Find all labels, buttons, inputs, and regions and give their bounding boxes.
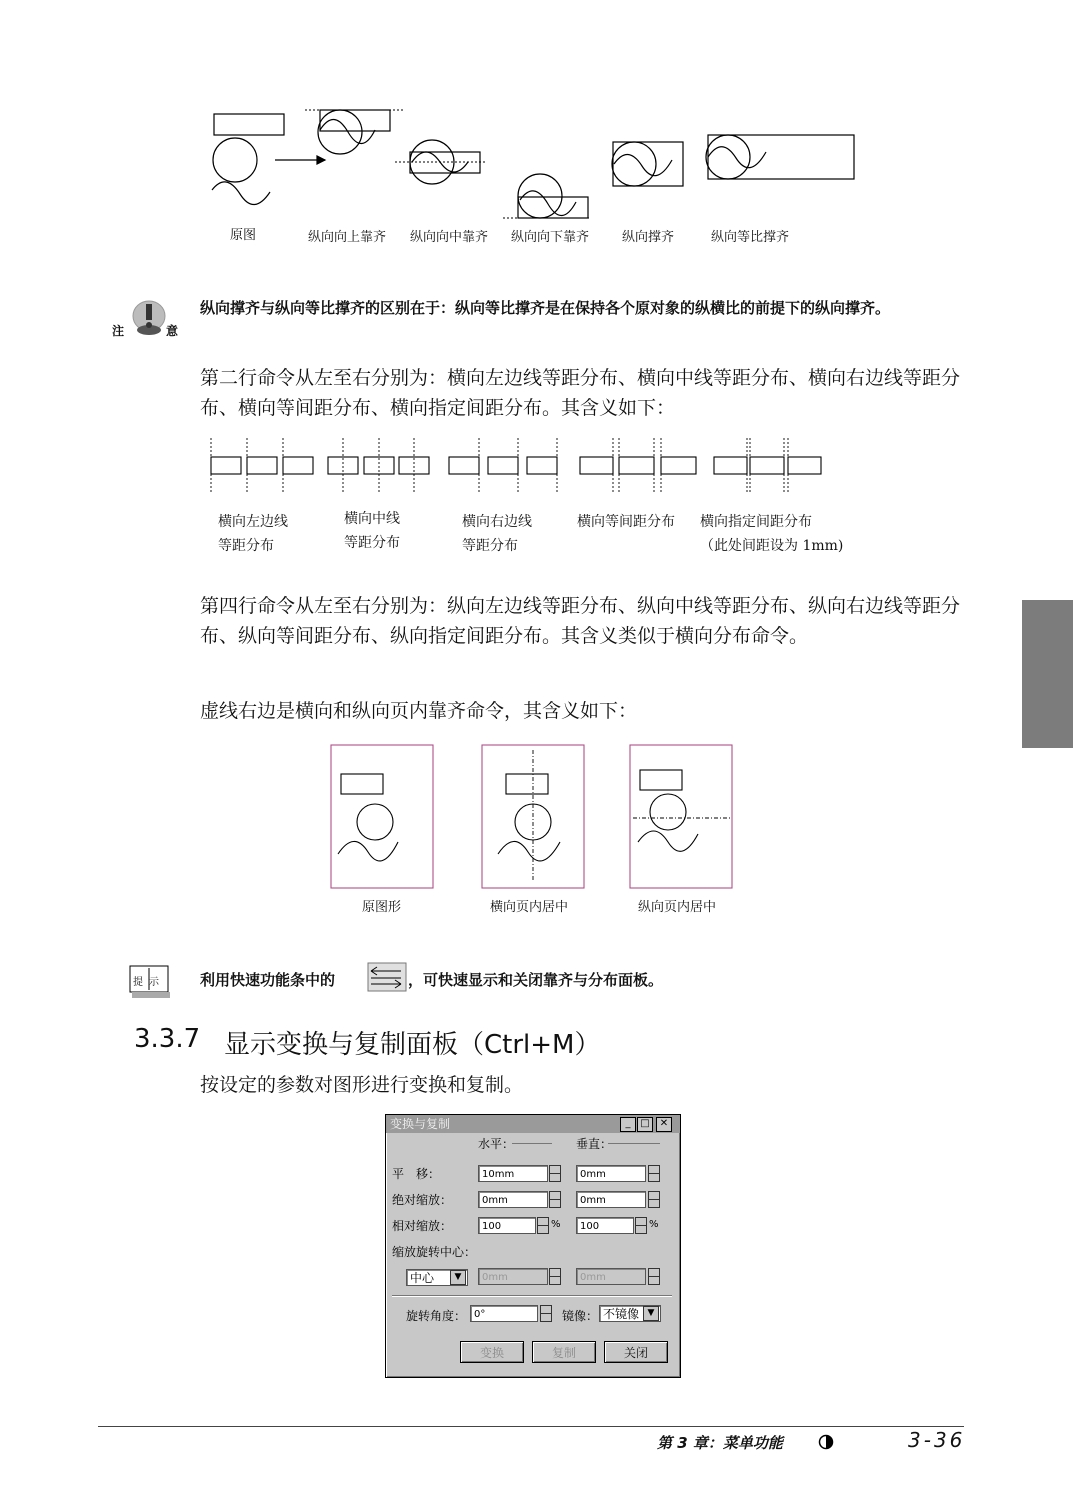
absolute-scale-h-input[interactable]: 0mm xyxy=(478,1191,548,1208)
maximize-button[interactable]: □ xyxy=(637,1117,653,1132)
paragraph-horizontal-distribution: 第二行命令从左至右分别为：横向左边线等距分布、横向中线等距分布、横向右边线等距分布、横向等间距分布、横向指定间距分布。其含义如下： xyxy=(200,367,961,419)
absolute-scale-h-spinner[interactable] xyxy=(549,1191,561,1208)
col-horizontal-label: 水平： xyxy=(478,1137,515,1151)
mirror-select[interactable]: 不镜像 xyxy=(599,1305,661,1322)
copy-button[interactable]: 复制 xyxy=(532,1341,596,1363)
section-number: 3.3.7 xyxy=(134,1024,201,1054)
scale-rotate-center-label: 缩放旋转中心： xyxy=(392,1245,477,1259)
caption-specified-spacing-line1: 横向指定间距分布 xyxy=(700,514,812,530)
note-text: 纵向撑齐与纵向等比撑齐的区别在于：纵向等比撑齐是在保持各个原对象的纵横比的前提下的纵向撑齐。 xyxy=(200,299,891,317)
caption-equal-spacing: 横向等间距分布 xyxy=(577,514,675,530)
caption-proportional-stretch: 纵向等比撑齐 xyxy=(711,230,790,245)
footer-chapter: 第 3 章：菜单功能 xyxy=(657,1434,783,1452)
minimize-button[interactable]: _ xyxy=(620,1117,636,1132)
col-horizontal-rule xyxy=(512,1143,552,1144)
absolute-scale-v-input[interactable]: 0mm xyxy=(576,1191,646,1208)
rotation-angle-spinner[interactable] xyxy=(540,1305,552,1322)
horizontal-distribution-figure xyxy=(200,436,840,496)
relative-scale-h-spinner[interactable] xyxy=(537,1217,549,1234)
footer-bullet-icon xyxy=(818,1434,834,1450)
transform-copy-dialog xyxy=(385,1114,681,1378)
absolute-scale-label: 绝对缩放： xyxy=(392,1193,453,1207)
tip-text-before: 利用快速功能条中的 xyxy=(200,971,336,989)
caption-vertical-page-center: 纵向页内居中 xyxy=(638,900,717,915)
dialog-divider xyxy=(392,1295,672,1297)
tip-text-after: ，可快速显示和关闭靠齐与分布面板。 xyxy=(408,971,664,989)
caption-right-edge-line2: 等距分布 xyxy=(462,538,518,554)
close-window-button[interactable]: ✕ xyxy=(656,1117,672,1132)
relative-scale-v-spinner[interactable] xyxy=(635,1217,647,1234)
caption-horizontal-page-center: 横向页内居中 xyxy=(490,900,569,915)
close-button[interactable]: 关闭 xyxy=(604,1341,668,1363)
mirror-select-arrow[interactable]: ▼ xyxy=(643,1306,659,1321)
relative-scale-label: 相对缩放： xyxy=(392,1219,453,1233)
page-align-figure xyxy=(328,742,738,892)
translate-v-spinner[interactable] xyxy=(648,1165,660,1182)
center-select-arrow[interactable]: ▼ xyxy=(450,1270,466,1285)
section-title: 显示变换与复制面板（Ctrl+M） xyxy=(224,1030,601,1060)
paragraph-vertical-distribution: 第四行命令从左至右分别为：纵向左边线等距分布、纵向中线等距分布、纵向右边线等距分布、纵向等间距分布、纵向指定间距分布。其含义类似于横向分布命令。 xyxy=(200,595,961,647)
center-v-input[interactable]: 0mm xyxy=(576,1268,646,1285)
caption-top-align: 纵向向上靠齐 xyxy=(308,230,387,245)
caption-bottom-align: 纵向向下靠齐 xyxy=(511,230,590,245)
note-icon-label-right: 意 xyxy=(166,324,179,338)
center-select[interactable]: 中心 xyxy=(406,1269,468,1286)
relative-scale-v-input[interactable]: 100 xyxy=(576,1217,634,1234)
note-icon-label-left: 注 xyxy=(112,324,125,338)
section-intro: 按设定的参数对图形进行变换和复制。 xyxy=(200,1074,524,1096)
rotation-angle-input[interactable]: 0° xyxy=(470,1305,538,1322)
relative-scale-v-unit: % xyxy=(649,1219,659,1230)
absolute-scale-v-spinner[interactable] xyxy=(648,1191,660,1208)
caption-original: 原图 xyxy=(230,228,257,243)
relative-scale-h-input[interactable]: 100 xyxy=(478,1217,536,1234)
dialog-title: 变换与复制 xyxy=(390,1117,451,1131)
caption-original-shape: 原图形 xyxy=(362,900,402,915)
tip-icon-label: 提示 xyxy=(133,977,165,988)
translate-v-input[interactable]: 0mm xyxy=(576,1165,646,1182)
caption-left-edge-line2: 等距分布 xyxy=(218,538,274,554)
footer-rule xyxy=(98,1426,964,1427)
center-h-spinner[interactable] xyxy=(549,1268,561,1285)
mirror-label: 镜像： xyxy=(562,1309,599,1323)
caption-right-edge-line1: 横向右边线 xyxy=(462,514,532,530)
caption-stretch: 纵向撑齐 xyxy=(622,230,675,245)
paragraph-page-align: 虚线右边是横向和纵向页内靠齐命令，其含义如下： xyxy=(200,700,638,722)
caption-center-line1: 横向中线 xyxy=(344,511,400,527)
col-vertical-label: 垂直： xyxy=(576,1137,613,1151)
relative-scale-h-unit: % xyxy=(551,1219,561,1230)
caption-left-edge-line1: 横向左边线 xyxy=(218,514,288,530)
dialog-title-bar xyxy=(386,1115,680,1133)
center-h-input[interactable]: 0mm xyxy=(478,1268,548,1285)
caption-middle-align: 纵向向中靠齐 xyxy=(410,230,489,245)
caption-specified-spacing-line2: （此处间距设为 1mm) xyxy=(700,538,844,554)
center-v-spinner[interactable] xyxy=(648,1268,660,1285)
align-panel-toolbar-icon[interactable] xyxy=(367,962,407,992)
chapter-side-tab xyxy=(1022,600,1073,748)
footer-page-number: 3-36 xyxy=(908,1428,966,1452)
translate-h-input[interactable]: 10mm xyxy=(478,1165,548,1182)
caption-center-line2: 等距分布 xyxy=(344,535,400,551)
col-vertical-rule xyxy=(608,1143,660,1144)
translate-label: 平 移： xyxy=(392,1167,441,1181)
transform-button[interactable]: 变换 xyxy=(460,1341,524,1363)
rotation-angle-label: 旋转角度： xyxy=(406,1309,467,1323)
translate-h-spinner[interactable] xyxy=(549,1165,561,1182)
